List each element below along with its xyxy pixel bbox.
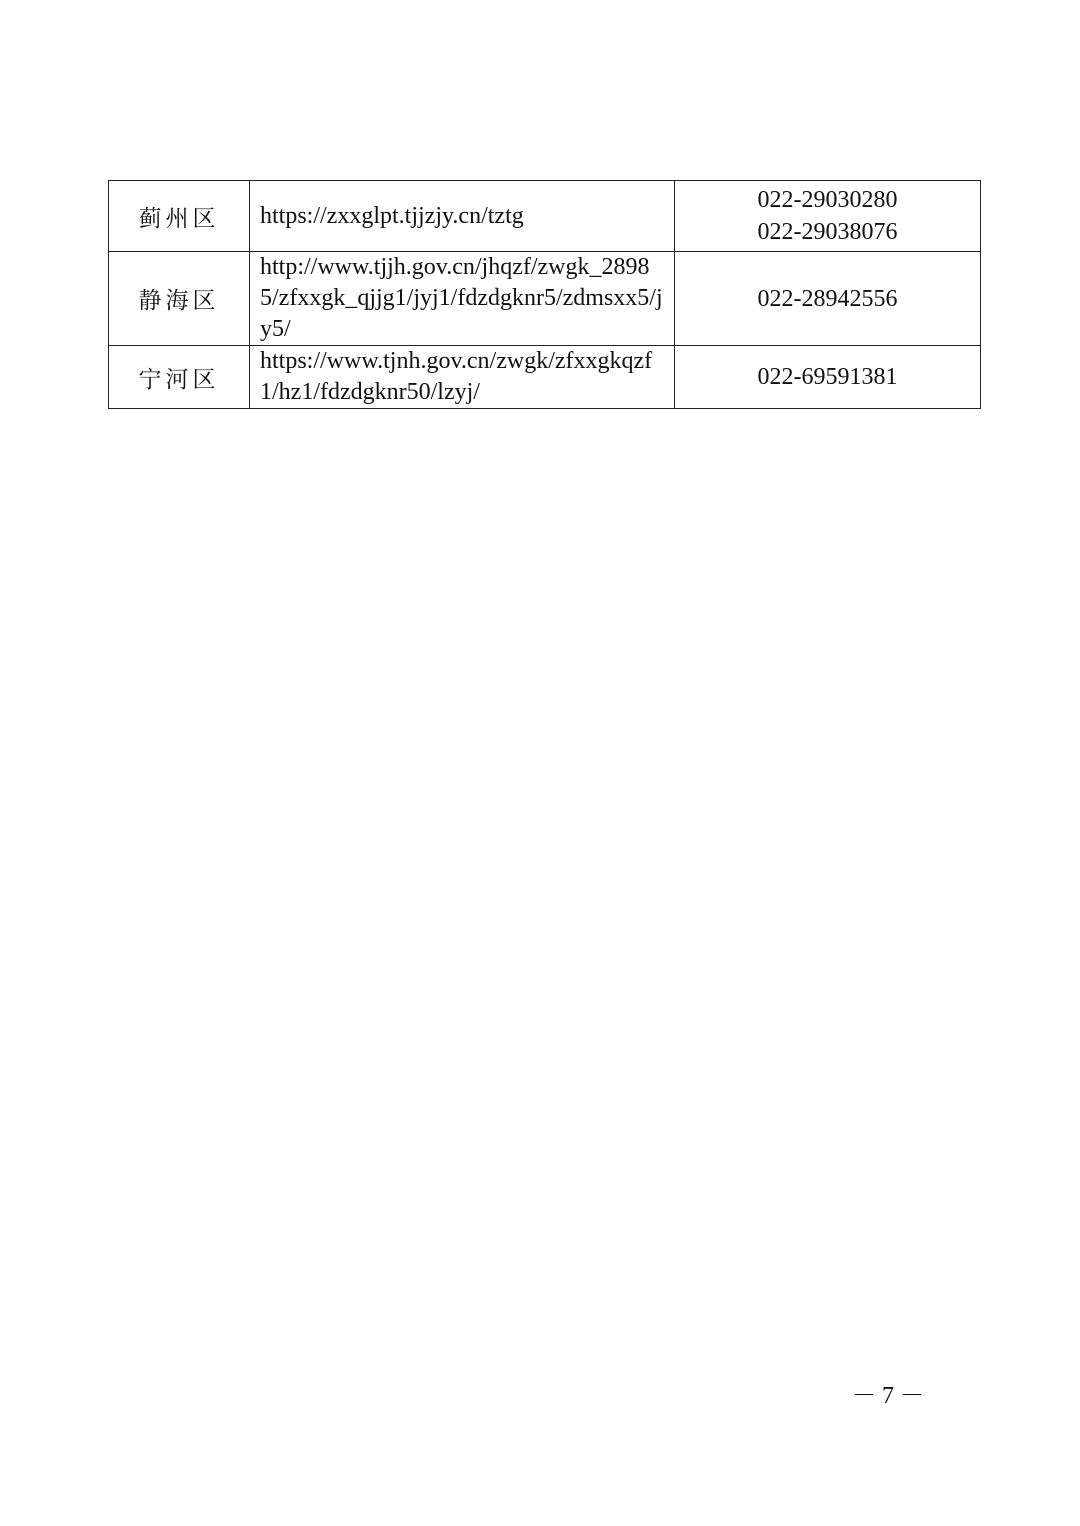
- table-row: [109, 346, 981, 409]
- page-number: － 7 －: [852, 1383, 924, 1409]
- url-link[interactable]: https://www.tjnh.gov.cn/zwgk/zfxxgkqzf1/hz1/fdzdgknr50/lzyj/: [250, 346, 675, 409]
- url-link[interactable]: https://zxxglpt.tjjzjy.cn/tztg: [250, 181, 675, 252]
- phone-cell: [675, 252, 981, 346]
- contact-table: [108, 180, 981, 409]
- phone-number: 022-29038076: [757, 219, 898, 245]
- district-cell: 蓟州区: [109, 181, 250, 252]
- district-cell: 宁河区: [109, 346, 250, 409]
- phone-number: 022-28942556: [757, 285, 898, 312]
- table-row: [109, 181, 981, 252]
- district-cell: 静海区: [109, 252, 250, 346]
- phone-number: 022-29030280: [757, 187, 898, 213]
- phone-number: 022-69591381: [757, 364, 898, 390]
- url-link[interactable]: http://www.tjjh.gov.cn/jhqzf/zwgk_28985/zfxxgk_qjjg1/jyj1/fdzdgknr5/zdmsxx5/jy5/: [250, 252, 675, 346]
- phone-cell: [675, 181, 981, 252]
- table-row: [109, 252, 981, 346]
- phone-cell: [675, 346, 981, 409]
